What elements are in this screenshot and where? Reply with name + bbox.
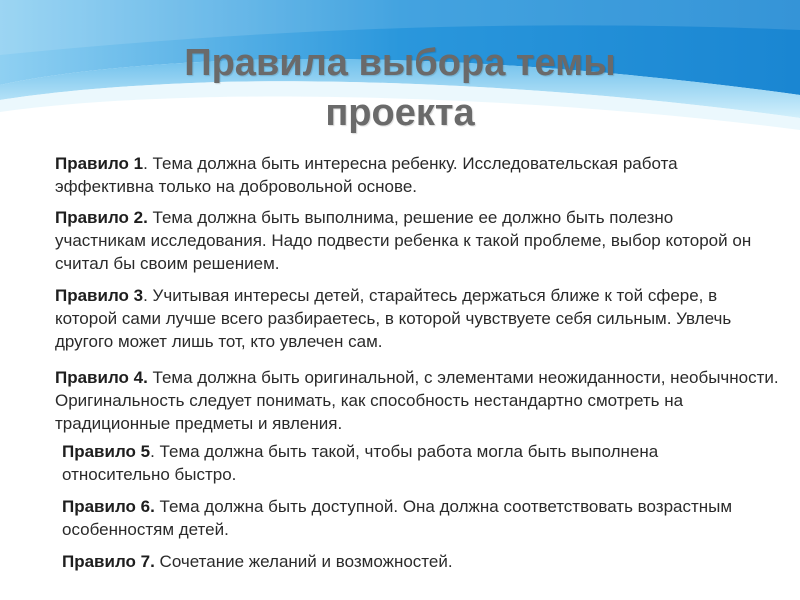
slide-title-line-1: Правила выбора темы [184,42,616,84]
rule-1-text: . Тема должна быть интересна ребенку. Исследовательская работа эффективна только на добровольной основе. [55,154,678,196]
rule-4-text: Тема должна быть оригинальной, с элементами неожиданности, необычности. Оригинальность следует понимать, как способность нестандартно смотреть на традиционные предметы и явления. [55,368,779,433]
rule-6 [62,495,762,541]
rule-5-label: Правило 5 [62,442,151,461]
rule-3 [55,284,775,353]
rule-2-label: Правило 2. [55,208,148,227]
rule-4 [55,366,785,435]
rule-1 [55,152,755,198]
rule-2-text: Тема должна быть выполнима, решение ее должно быть полезно участникам исследования. Надо подвести ребенка к такой проблеме, выбор которой он считал бы своим решением. [55,208,752,273]
rule-2 [55,206,755,275]
rule-5-text: . Тема должна быть такой, чтобы работа могла быть выполнена относительно быстро. [62,442,659,484]
rule-6-label: Правило 6. [62,497,155,516]
rule-6-text: Тема должна быть доступной. Она должна соответствовать возрастным особенностям детей. [62,497,733,539]
rule-4-label: Правило 4. [55,368,148,387]
rule-3-label: Правило 3 [55,286,144,305]
slide-title-line-2: проекта [325,92,475,134]
slide-title [100,38,700,138]
rule-1-label: Правило 1 [55,154,144,173]
rule-3-text: . Учитывая интересы детей, старайтесь держаться ближе к той сфере, в которой сами лучше всего разбираетесь, в которой чувствуете себя сильным. Увлечь другого может лишь тот, кто увлечен сам. [55,286,732,351]
rule-7 [62,550,762,573]
rule-7-text: Сочетание желаний и возможностей. [154,552,453,571]
rule-5 [62,440,762,486]
rule-7-label: Правило 7. [62,552,155,571]
